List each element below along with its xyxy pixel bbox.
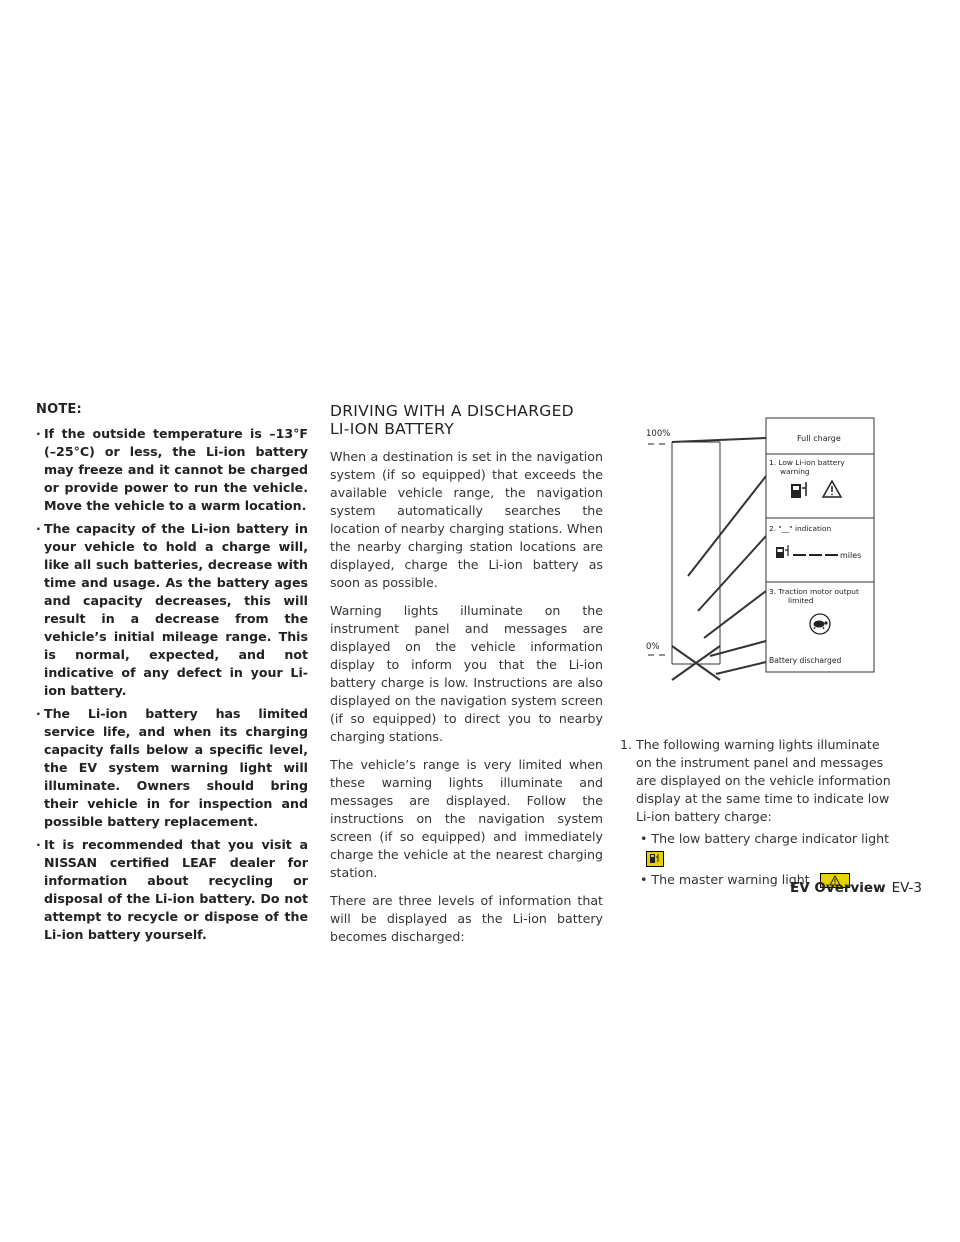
full-charge-label: Full charge bbox=[797, 434, 841, 443]
section-column bbox=[330, 402, 603, 956]
low-battery-indicator-icon bbox=[646, 851, 664, 867]
level3-label-line2: limited bbox=[788, 596, 814, 605]
label-0-percent: 0% bbox=[646, 642, 660, 652]
step-sub-item bbox=[620, 830, 898, 867]
note-bullet-list bbox=[36, 425, 308, 944]
note-bullet-text: The capacity of the Li-ion battery in your vehicle to hold a charge will, like all such batteries, decrease with time and usage. As the battery ages and capacity decreases, this will result in a decrease from the vehicle’s initial mileage range. This is normal, expected, and not indicative of any defect in your Li-ion battery. bbox=[44, 521, 308, 698]
step-1 bbox=[620, 736, 898, 826]
footer-section-name: EV Overview bbox=[790, 880, 886, 896]
section-paragraph: The vehicle’s range is very limited when these warning lights illuminate and messages are displayed. Follow the instructions on the navigation system screen (if so equipped) and immediately charge the vehicle at the nearest charging station. bbox=[330, 757, 603, 880]
section-title-line2: LI-ION BATTERY bbox=[330, 420, 455, 438]
note-column bbox=[36, 402, 308, 949]
note-bullet: · The capacity of the Li-ion battery in your vehicle to hold a charge will, like all such batteries, decrease with time and usage. As the battery ages and capacity decreases, this will result in a decrease from the vehicle’s initial mileage range. This is normal, expected, and not indicative of any defect in your Li-ion battery. bbox=[36, 521, 308, 698]
battery-level-diagram bbox=[640, 416, 876, 702]
master-warning-text: • The master warning light bbox=[640, 871, 810, 887]
leader-lines bbox=[672, 438, 766, 674]
note-heading: NOTE: bbox=[36, 402, 82, 417]
section-paragraph: When a destination is set in the navigation system (if so equipped) that exceeds the available vehicle range, the navigation system automatically searches the location of nearby charging stations. When the nearby charging station locations are displayed, charge the Li-ion battery as soon as possible. bbox=[330, 449, 603, 590]
battery-discharged-label: Battery discharged bbox=[769, 656, 842, 665]
footer-page-number: EV-3 bbox=[891, 880, 922, 896]
note-bullet-text: It is recommended that you visit a NISSAN certified LEAF dealer for information about recycling or disposal of the Li-ion battery. Do not attempt to recycle or dispose of the Li-ion battery yourself. bbox=[44, 837, 308, 942]
section-paragraph: There are three levels of information that will be displayed as the Li-ion battery becomes discharged: bbox=[330, 893, 603, 944]
battery-gauge bbox=[672, 442, 720, 680]
level2-miles-label: miles bbox=[840, 551, 862, 560]
section-paragraph: Warning lights illuminate on the instrument panel and messages are displayed on the vehicle information display to inform you that the Li-ion battery charge is low. Instructions are also displayed on the navigation system screen (if so equipped) to direct you to nearby charging stations. bbox=[330, 603, 603, 744]
step-1-text: The following warning lights illuminate on the instrument panel and messages are displayed on the vehicle information display at the same time to indicate low Li-ion battery charge: bbox=[636, 737, 891, 824]
label-100-percent: 100% bbox=[646, 429, 671, 439]
note-bullet: · The Li-ion battery has limited service life, and when its charging capacity falls below a specific level, the EV system warning light will illuminate. Owners should bring their vehicle in for inspection and possible battery replacement. bbox=[36, 706, 308, 829]
note-bullet: · It is recommended that you visit a NISSAN certified LEAF dealer for information about recycling or disposal of the Li-ion battery. Do not attempt to recycle or dispose of the Li-ion battery yourself. bbox=[36, 837, 308, 942]
note-bullet-text: The Li-ion battery has limited service life, and when its charging capacity falls below a specific level, the EV system warning light will illuminate. Owners should bring their vehicle in for inspection and possible battery replacement. bbox=[44, 706, 308, 829]
level1-label-line2: warning bbox=[780, 467, 810, 476]
low-battery-indicator-text: • The low battery charge indicator light bbox=[640, 831, 890, 846]
level1-label-line1: 1. Low Li-ion battery bbox=[769, 458, 845, 467]
note-bullet: · If the outside temperature is –13°F (–25°C) or less, the Li-ion battery may freeze and it cannot be charged or provide power to run the vehicle. Move the vehicle to a warm location. bbox=[36, 426, 308, 513]
level2-label: 2. "__" indication bbox=[769, 524, 832, 533]
warning-steps bbox=[620, 736, 898, 889]
section-title bbox=[330, 402, 603, 438]
page-footer bbox=[790, 880, 922, 896]
note-bullet-text: If the outside temperature is –13°F (–25°C) or less, the Li-ion battery may freeze and it cannot be charged or provide power to run the vehicle. Move the vehicle to a warm location. bbox=[44, 426, 308, 513]
battery-level-diagram-svg bbox=[640, 416, 876, 702]
section-title-line1: DRIVING WITH A DISCHARGED bbox=[330, 402, 574, 420]
level3-label-line1: 3. Traction motor output bbox=[769, 587, 859, 596]
step-1-number: 1. bbox=[620, 737, 633, 752]
